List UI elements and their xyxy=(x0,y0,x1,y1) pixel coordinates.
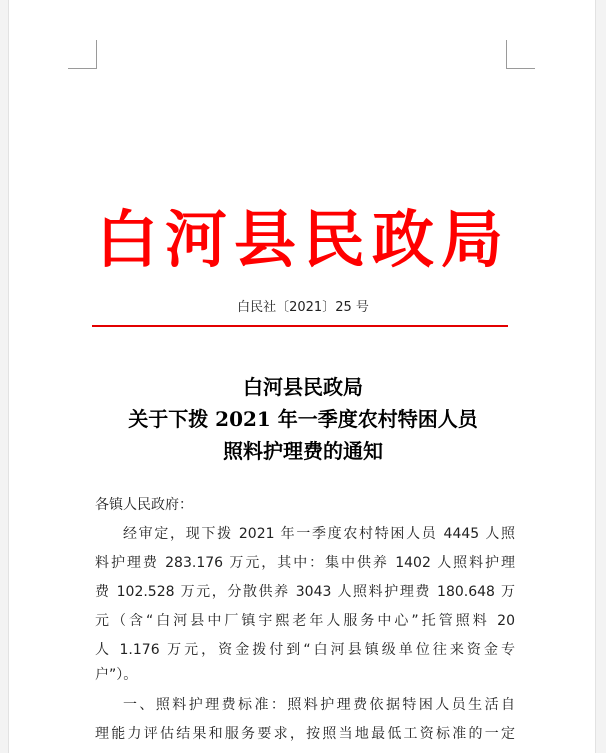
header-red-rule xyxy=(92,325,508,327)
notice-title-line-3: 照料护理费的通知 xyxy=(223,439,383,463)
body-line-1: 经审定，现下拨 2021 年一季度农村特困人员 4445 人照 xyxy=(123,526,515,542)
salutation: 各镇人民政府： xyxy=(95,497,193,513)
notice-title-line-1: 白河县民政局 xyxy=(243,375,363,399)
document-header-title: 白河县民政局 xyxy=(95,203,510,276)
notice-title-line-2: 关于下拨 2021 年一季度农村特困人员 xyxy=(128,407,478,431)
body-line-4: 元（含“白河县中厂镇宇熙老年人服务中心”托管照料 20 xyxy=(95,613,515,629)
body-line-7: 一、照料护理费标准：照料护理费依据特困人员生活自 xyxy=(123,697,515,713)
body-line-6: 户”）。 xyxy=(95,667,138,683)
body-line-5: 人 1.176 万元，资金拨付到“白河县镇级单位往来资金专 xyxy=(95,642,515,658)
page-left-margin xyxy=(0,0,9,753)
document-number: 白民社〔2021〕25 号 xyxy=(237,300,369,315)
corner-mark-top-left xyxy=(68,40,97,69)
body-line-8: 理能力评估结果和服务要求，按照当地最低工资标准的一定 xyxy=(95,726,515,742)
corner-mark-top-right xyxy=(506,40,535,69)
body-line-2: 料护理费 283.176 万元，其中：集中供养 1402 人照料护理 xyxy=(95,555,515,571)
page-right-margin xyxy=(595,0,606,753)
body-line-3: 费 102.528 万元，分散供养 3043 人照料护理费 180.648 万 xyxy=(95,584,515,600)
